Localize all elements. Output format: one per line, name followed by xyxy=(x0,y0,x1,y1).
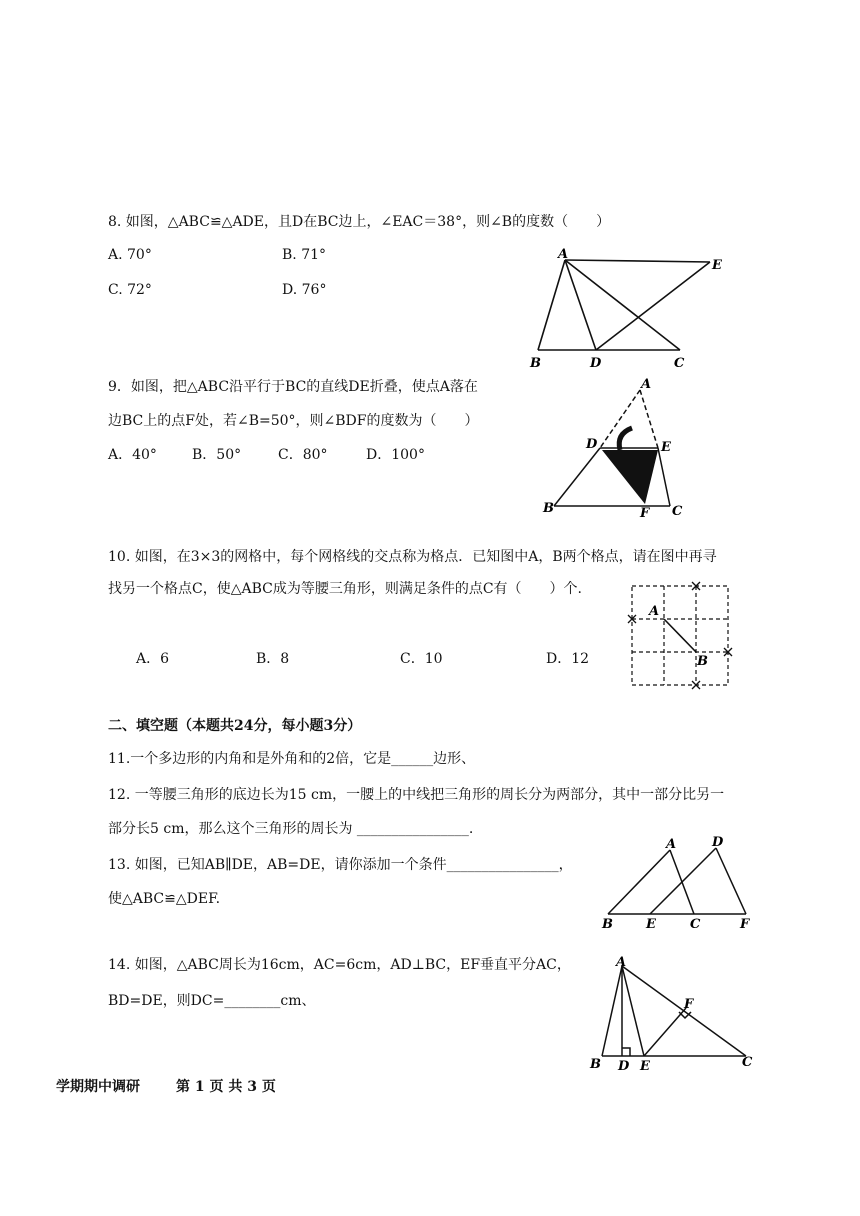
q14-figure xyxy=(584,952,760,1074)
q10-stem-line2: 找另一个格点C，使△ABC成为等腰三角形，则满足条件的点C有（ ）个. xyxy=(108,581,583,597)
q10-label-a: A xyxy=(649,604,660,619)
q13-stem-line1: 13. 如图，已知AB∥DE，AB=DE，请你添加一个条件________________， xyxy=(108,857,573,873)
q9-option-b: B．50° xyxy=(192,447,242,463)
q9-stem-line2: 边BC上的点F处，若∠B=50°，则∠BDF的度数为（ ） xyxy=(108,413,479,429)
q8-label-a: A xyxy=(558,247,569,262)
q8-label-e: E xyxy=(712,258,722,273)
q9-option-c: C．80° xyxy=(278,447,328,463)
q9-option-a: A．40° xyxy=(108,447,157,463)
q8-stem: 8. 如图，△ABC≌△ADE，且D在BC边上，∠EAC＝38°，则∠B的度数（ ） xyxy=(108,214,611,230)
q8-option-c: C. 72° xyxy=(108,282,152,298)
q13-figure xyxy=(596,834,760,932)
q8-option-a: A. 70° xyxy=(108,247,152,263)
q14-stem-line2: BD=DE，则DC=________cm、 xyxy=(108,993,316,1009)
footer-page-number: 第 1 页 共 3 页 xyxy=(176,1079,276,1095)
q10-option-b: B．8 xyxy=(256,651,290,667)
q8-label-c: C xyxy=(674,356,685,371)
footer-exam-name: 学期期中调研 xyxy=(56,1079,140,1095)
q14-label-e: E xyxy=(640,1059,650,1074)
q10-stem-line1: 10. 如图，在3×3的网格中，每个网格线的交点称为格点．已知图中A，B两个格点，请在图中再寻 xyxy=(108,549,717,565)
section2-title: 二、填空题（本题共24分，每小题3分） xyxy=(108,718,362,734)
q14-label-a: A xyxy=(616,955,627,970)
q9-label-c: C xyxy=(672,504,683,519)
q9-label-b: B xyxy=(543,501,554,516)
q13-label-f: F xyxy=(740,917,750,932)
q11-stem: 11.一个多边形的内角和是外角和的2倍，它是______边形、 xyxy=(108,751,476,767)
q8-label-b: B xyxy=(530,356,541,371)
q13-label-c: C xyxy=(690,917,701,932)
q9-folded-triangle xyxy=(602,450,658,504)
q12-stem-line1: 12. 一等腰三角形的底边长为15 cm，一腰上的中线把三角形的周长分为两部分，其中一部分比另一 xyxy=(108,787,725,803)
q14-stem-line1: 14. 如图，△ABC周长为16cm，AC=6cm，AD⊥BC，EF垂直平分AC， xyxy=(108,957,571,973)
q10-option-d: D．12 xyxy=(546,651,590,667)
q10-option-a: A．6 xyxy=(136,651,170,667)
q8-label-d: D xyxy=(590,356,602,371)
q10-option-c: C．10 xyxy=(400,651,443,667)
q14-label-c: C xyxy=(742,1055,753,1070)
q13-label-d: D xyxy=(712,835,724,850)
q8-option-d: D. 76° xyxy=(282,282,327,298)
q8-option-b: B. 71° xyxy=(282,247,327,263)
q13-label-b: B xyxy=(602,917,613,932)
q13-label-a: A xyxy=(666,837,677,852)
q9-label-d: D xyxy=(586,437,598,452)
q9-figure xyxy=(540,376,690,521)
q13-label-e: E xyxy=(646,917,656,932)
q14-label-b: B xyxy=(590,1057,601,1072)
q9-label-e: E xyxy=(661,440,671,455)
q14-label-d: D xyxy=(618,1059,630,1074)
q10-label-b: B xyxy=(697,654,708,669)
q9-stem-line1: 9．如图，把△ABC沿平行于BC的直线DE折叠，使点A落在 xyxy=(108,379,478,395)
q14-label-f: F xyxy=(684,997,694,1012)
q10-grid-figure xyxy=(620,576,740,696)
q8-figure xyxy=(520,245,740,375)
q12-stem-line2: 部分长5 cm，那么这个三角形的周长为 ________________. xyxy=(108,821,474,837)
q9-label-a: A xyxy=(641,377,652,392)
q9-label-f: F xyxy=(640,506,650,521)
q13-stem-line2: 使△ABC≌△DEF. xyxy=(108,891,221,907)
q9-option-d: D．100° xyxy=(366,447,425,463)
